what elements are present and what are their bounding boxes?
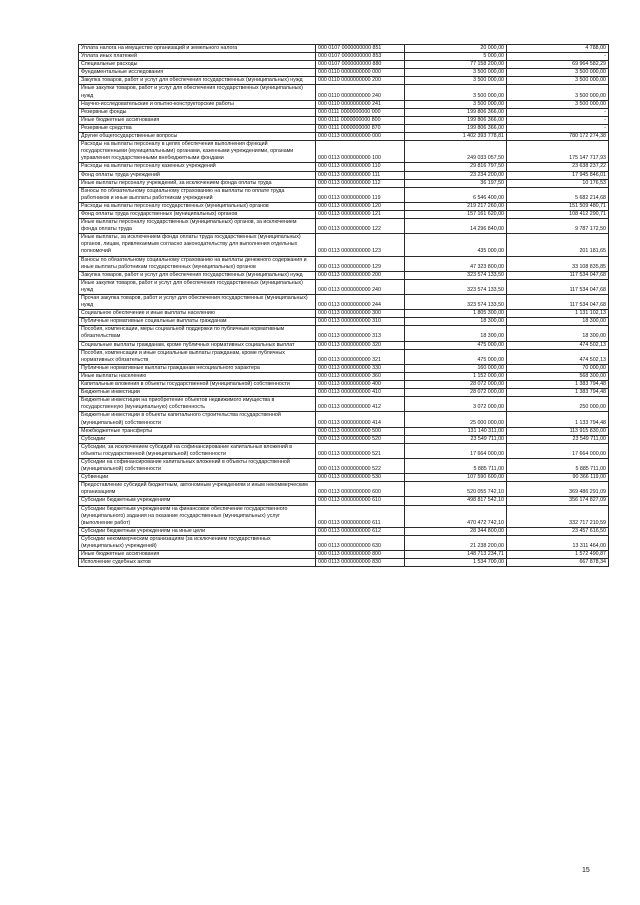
row-code-cell: 000 0113 0000000000 121 bbox=[316, 210, 405, 218]
row-code-cell: 000 0113 0000000000 310 bbox=[316, 318, 405, 326]
row-plan-cell: 107 590 600,00 bbox=[405, 474, 507, 482]
row-fact-cell: - bbox=[507, 108, 609, 116]
table-row bbox=[79, 85, 609, 100]
row-name-cell: Расходы на выплаты персоналу в целях обеспечения выполнения функций государственными (муниципальными) органами, казенными учреждениями, органами управления государственными внебюджетными фондами bbox=[79, 141, 316, 163]
row-code-cell: 000 0111 0000000000 800 bbox=[316, 116, 405, 124]
row-plan-cell: 18 300,00 bbox=[405, 318, 507, 326]
row-plan-cell: 160 000,00 bbox=[405, 364, 507, 372]
row-fact-cell: 90 366 119,00 bbox=[507, 474, 609, 482]
row-name-cell: Иные выплаты персоналу учреждений, за исключением фонда оплаты труда bbox=[79, 179, 316, 187]
table-row bbox=[79, 256, 609, 271]
row-code-cell: 000 0113 0000000000 500 bbox=[316, 427, 405, 435]
row-name-cell: Фонд оплаты труда государственных (муниципальных) органов bbox=[79, 210, 316, 218]
row-fact-cell: 69 964 582,29 bbox=[507, 61, 609, 69]
table-row bbox=[79, 69, 609, 77]
row-code-cell: 000 0107 0000000000 880 bbox=[316, 61, 405, 69]
row-fact-cell: 356 174 827,09 bbox=[507, 497, 609, 505]
table-row bbox=[79, 100, 609, 108]
table-row bbox=[79, 77, 609, 85]
table-row bbox=[79, 427, 609, 435]
budget-expenditure-table bbox=[78, 44, 609, 567]
table-row bbox=[79, 443, 609, 458]
row-fact-cell: 3 500 000,00 bbox=[507, 77, 609, 85]
row-plan-cell: 3 500 000,00 bbox=[405, 69, 507, 77]
row-plan-cell: 199 806 366,00 bbox=[405, 124, 507, 132]
row-name-cell: Предоставление субсидий бюджетным, автономным учреждениям и иным некоммерческим организациям bbox=[79, 482, 316, 497]
table-row bbox=[79, 505, 609, 527]
row-plan-cell: 323 574 133,50 bbox=[405, 279, 507, 294]
table-row bbox=[79, 381, 609, 389]
row-name-cell: Бюджетные инвестиции bbox=[79, 389, 316, 397]
row-fact-cell: 108 412 290,71 bbox=[507, 210, 609, 218]
row-plan-cell: 21 238 200,00 bbox=[405, 535, 507, 550]
row-name-cell: Субсидии бюджетным учреждениям bbox=[79, 497, 316, 505]
row-name-cell: Уплата налога на имущество организаций и земельного налога bbox=[79, 45, 316, 53]
row-plan-cell: 498 817 542,10 bbox=[405, 497, 507, 505]
table-row bbox=[79, 551, 609, 559]
row-plan-cell: 249 033 057,50 bbox=[405, 141, 507, 163]
row-plan-cell: 475 000,00 bbox=[405, 349, 507, 364]
row-name-cell: Уплата иных платежей bbox=[79, 53, 316, 61]
row-code-cell: 000 0113 0000000000 800 bbox=[316, 551, 405, 559]
row-code-cell: 000 0113 0000000000 112 bbox=[316, 179, 405, 187]
row-code-cell: 000 0113 0000000000 111 bbox=[316, 171, 405, 179]
table-row bbox=[79, 326, 609, 341]
row-plan-cell: 28 072 000,00 bbox=[405, 389, 507, 397]
row-plan-cell: 28 344 800,00 bbox=[405, 527, 507, 535]
table-row bbox=[79, 53, 609, 61]
row-fact-cell: - bbox=[507, 53, 609, 61]
row-code-cell: 000 0113 0000000000 610 bbox=[316, 497, 405, 505]
row-name-cell: Прочая закупка товаров, работ и услуг для обеспечения государственных (муниципальных) нужд bbox=[79, 295, 316, 310]
row-fact-cell: 3 500 000,00 bbox=[507, 69, 609, 77]
row-code-cell: 000 0113 0000000000 320 bbox=[316, 341, 405, 349]
row-plan-cell: 47 323 800,00 bbox=[405, 256, 507, 271]
row-plan-cell: 20 000,00 bbox=[405, 45, 507, 53]
row-plan-cell: 148 713 234,71 bbox=[405, 551, 507, 559]
row-code-cell: 000 0113 0000000000 240 bbox=[316, 279, 405, 294]
row-name-cell: Бюджетные инвестиции на приобретение объектов недвижимого имущества в государственную (муниципальную) собственность bbox=[79, 397, 316, 412]
table-row bbox=[79, 108, 609, 116]
row-code-cell: 000 0113 0000000000 313 bbox=[316, 326, 405, 341]
row-plan-cell: 77 158 200,00 bbox=[405, 61, 507, 69]
row-name-cell: Бюджетные инвестиции в объекты капитального строительства государственной (муниципальной) собственности bbox=[79, 412, 316, 427]
row-code-cell: 000 0113 0000000000 120 bbox=[316, 202, 405, 210]
row-name-cell: Специальные расходы bbox=[79, 61, 316, 69]
row-code-cell: 000 0111 0000000000 870 bbox=[316, 124, 405, 132]
row-name-cell: Пособия, компенсации, меры социальной поддержки по публичным нормативным обязательствам bbox=[79, 326, 316, 341]
row-fact-cell: 250 000,00 bbox=[507, 397, 609, 412]
row-plan-cell: 3 500 000,00 bbox=[405, 85, 507, 100]
row-code-cell: 000 0113 0000000000 400 bbox=[316, 381, 405, 389]
row-name-cell: Закупка товаров, работ и услуг для обеспечения государственных (муниципальных) нужд bbox=[79, 77, 316, 85]
row-code-cell: 000 0113 0000000000 600 bbox=[316, 482, 405, 497]
row-plan-cell: 3 072 000,00 bbox=[405, 397, 507, 412]
row-fact-cell: 1 383 794,48 bbox=[507, 381, 609, 389]
row-fact-cell: 151 509 480,71 bbox=[507, 202, 609, 210]
table-row bbox=[79, 341, 609, 349]
row-plan-cell: 1 534 700,00 bbox=[405, 559, 507, 567]
row-fact-cell: 474 502,13 bbox=[507, 341, 609, 349]
row-code-cell: 000 0113 0000000000 244 bbox=[316, 295, 405, 310]
row-plan-cell: 5 885 711,00 bbox=[405, 458, 507, 473]
row-code-cell: 000 0113 0000000000 300 bbox=[316, 310, 405, 318]
row-fact-cell: 369 486 291,09 bbox=[507, 482, 609, 497]
row-plan-cell: 17 664 000,00 bbox=[405, 443, 507, 458]
row-fact-cell: 9 787 172,50 bbox=[507, 219, 609, 234]
row-fact-cell: 23 638 237,22 bbox=[507, 163, 609, 171]
row-code-cell: 000 0113 0000000000 129 bbox=[316, 256, 405, 271]
table-row bbox=[79, 318, 609, 326]
row-fact-cell: 1 383 794,48 bbox=[507, 389, 609, 397]
row-code-cell: 000 0113 0000000000 200 bbox=[316, 271, 405, 279]
row-plan-cell: 219 217 260,00 bbox=[405, 202, 507, 210]
table-row bbox=[79, 141, 609, 163]
row-fact-cell: 1 133 794,48 bbox=[507, 412, 609, 427]
table-row bbox=[79, 133, 609, 141]
row-code-cell: 000 0111 0000000000 000 bbox=[316, 108, 405, 116]
row-name-cell: Иные закупки товаров, работ и услуг для обеспечения государственных (муниципальных) нужд bbox=[79, 279, 316, 294]
row-plan-cell: 199 806 366,00 bbox=[405, 116, 507, 124]
table-row bbox=[79, 279, 609, 294]
row-code-cell: 000 0107 0000000000 851 bbox=[316, 45, 405, 53]
row-fact-cell: 5 885 711,00 bbox=[507, 458, 609, 473]
row-plan-cell: 18 300,00 bbox=[405, 326, 507, 341]
row-fact-cell: 18 300,00 bbox=[507, 318, 609, 326]
row-plan-cell: 1 402 393 778,81 bbox=[405, 133, 507, 141]
row-fact-cell: 568 300,00 bbox=[507, 372, 609, 380]
row-plan-cell: 23 549 711,00 bbox=[405, 435, 507, 443]
row-fact-cell: 201 181,65 bbox=[507, 234, 609, 256]
table-row bbox=[79, 435, 609, 443]
row-name-cell: Другие общегосударственные вопросы bbox=[79, 133, 316, 141]
row-code-cell: 000 0113 0000000000 630 bbox=[316, 535, 405, 550]
table-row bbox=[79, 389, 609, 397]
table-row bbox=[79, 61, 609, 69]
row-code-cell: 000 0113 0000000000 520 bbox=[316, 435, 405, 443]
row-fact-cell: 332 717 210,59 bbox=[507, 505, 609, 527]
table-body bbox=[79, 45, 609, 567]
row-code-cell: 000 0113 0000000000 521 bbox=[316, 443, 405, 458]
row-code-cell: 000 0110 0000000000 000 bbox=[316, 69, 405, 77]
row-fact-cell: 667 878,34 bbox=[507, 559, 609, 567]
row-name-cell: Фонд оплаты труда учреждений bbox=[79, 171, 316, 179]
row-plan-cell: 520 055 742,10 bbox=[405, 482, 507, 497]
row-fact-cell: 33 108 835,85 bbox=[507, 256, 609, 271]
row-fact-cell: 117 534 047,68 bbox=[507, 279, 609, 294]
row-fact-cell: 175 147 717,93 bbox=[507, 141, 609, 163]
row-name-cell: Резервные фонды bbox=[79, 108, 316, 116]
row-fact-cell: 117 534 047,68 bbox=[507, 271, 609, 279]
table-row bbox=[79, 295, 609, 310]
row-fact-cell: 17 945 846,01 bbox=[507, 171, 609, 179]
table-row bbox=[79, 163, 609, 171]
table-row bbox=[79, 310, 609, 318]
row-name-cell: Исполнение судебных актов bbox=[79, 559, 316, 567]
row-plan-cell: 323 574 133,50 bbox=[405, 295, 507, 310]
table-row bbox=[79, 372, 609, 380]
table-row bbox=[79, 234, 609, 256]
row-fact-cell: - bbox=[507, 116, 609, 124]
row-fact-cell: 70 000,00 bbox=[507, 364, 609, 372]
row-plan-cell: 131 140 311,00 bbox=[405, 427, 507, 435]
row-plan-cell: 14 296 840,00 bbox=[405, 219, 507, 234]
table-row bbox=[79, 349, 609, 364]
row-name-cell: Субсидии на софинансирование капитальных вложений в объекты государственной (муниципальной) собственности bbox=[79, 458, 316, 473]
row-fact-cell: 4 788,00 bbox=[507, 45, 609, 53]
table-row bbox=[79, 474, 609, 482]
row-name-cell: Взносы по обязательному социальному страхованию на выплаты денежного содержания и иные выплаты работникам государственных (муниципальных) органов bbox=[79, 256, 316, 271]
row-fact-cell: 474 502,13 bbox=[507, 349, 609, 364]
row-plan-cell: 36 197,50 bbox=[405, 179, 507, 187]
row-code-cell: 000 0113 0000000000 412 bbox=[316, 397, 405, 412]
row-name-cell: Субсидии бюджетным учреждениям на финансовое обеспечение государственного (муниципального) задания на оказание государственных (муниципальных) услуг (выполнение работ) bbox=[79, 505, 316, 527]
row-plan-cell: 323 574 133,50 bbox=[405, 271, 507, 279]
row-plan-cell: 25 000 000,00 bbox=[405, 412, 507, 427]
row-code-cell: 000 0113 0000000000 522 bbox=[316, 458, 405, 473]
table-row bbox=[79, 210, 609, 218]
row-name-cell: Фундаментальные исследования bbox=[79, 69, 316, 77]
row-code-cell: 000 0113 0000000000 360 bbox=[316, 372, 405, 380]
row-fact-cell: 3 500 000,00 bbox=[507, 85, 609, 100]
row-name-cell: Иные выплаты персоналу государственных (муниципальных) органов, за исключением фонда оплаты труда bbox=[79, 219, 316, 234]
table-row bbox=[79, 527, 609, 535]
row-name-cell: Публичные нормативные выплаты гражданам несоциального характера bbox=[79, 364, 316, 372]
row-code-cell: 000 0110 0000000000 240 bbox=[316, 85, 405, 100]
row-name-cell: Субсидии bbox=[79, 435, 316, 443]
row-fact-cell: 1 572 490,87 bbox=[507, 551, 609, 559]
row-fact-cell: 10 176,53 bbox=[507, 179, 609, 187]
table-row bbox=[79, 458, 609, 473]
table-row bbox=[79, 124, 609, 132]
table-row bbox=[79, 482, 609, 497]
row-fact-cell: 1 131 102,13 bbox=[507, 310, 609, 318]
row-name-cell: Социальные выплаты гражданам, кроме публичных нормативных социальных выплат bbox=[79, 341, 316, 349]
row-code-cell: 000 0113 0000000000 122 bbox=[316, 219, 405, 234]
row-fact-cell: 780 172 274,38 bbox=[507, 133, 609, 141]
table-row bbox=[79, 116, 609, 124]
row-code-cell: 000 0110 0000000000 241 bbox=[316, 100, 405, 108]
row-fact-cell: 13 311 464,00 bbox=[507, 535, 609, 550]
table-row bbox=[79, 219, 609, 234]
row-name-cell: Субсидии, за исключением субсидий на софинансирование капитальных вложений в объекты государственной (муниципальной) собственности bbox=[79, 443, 316, 458]
row-fact-cell: 3 500 000,00 bbox=[507, 100, 609, 108]
row-code-cell: 000 0113 0000000000 100 bbox=[316, 141, 405, 163]
row-plan-cell: 6 546 400,00 bbox=[405, 187, 507, 202]
row-name-cell: Иные выплаты, за исключением фонда оплаты труда государственных (муниципальных) органов, лицам, привлекаемым согласно законодательству для выполнения отдельных полномочий bbox=[79, 234, 316, 256]
row-name-cell: Резервные средства bbox=[79, 124, 316, 132]
row-plan-cell: 157 161 620,00 bbox=[405, 210, 507, 218]
row-name-cell: Пособия, компенсации и иные социальные выплаты гражданам, кроме публичных нормативных обязательств bbox=[79, 349, 316, 364]
row-plan-cell: 23 234 200,00 bbox=[405, 171, 507, 179]
page-number: 15 bbox=[582, 867, 590, 874]
row-name-cell: Публичные нормативные социальные выплаты гражданам bbox=[79, 318, 316, 326]
row-plan-cell: 28 072 000,00 bbox=[405, 381, 507, 389]
row-plan-cell: 1 152 000,00 bbox=[405, 372, 507, 380]
row-code-cell: 000 0107 0000000000 853 bbox=[316, 53, 405, 61]
row-fact-cell: 23 457 616,50 bbox=[507, 527, 609, 535]
row-code-cell: 000 0113 0000000000 410 bbox=[316, 389, 405, 397]
table-row bbox=[79, 412, 609, 427]
row-name-cell: Расходы на выплаты персоналу государственных (муниципальных) органов bbox=[79, 202, 316, 210]
row-name-cell: Иные бюджетные ассигнования bbox=[79, 551, 316, 559]
table-row bbox=[79, 179, 609, 187]
row-code-cell: 000 0113 0000000000 123 bbox=[316, 234, 405, 256]
row-plan-cell: 475 000,00 bbox=[405, 341, 507, 349]
row-plan-cell: 1 805 300,00 bbox=[405, 310, 507, 318]
row-plan-cell: 29 816 797,50 bbox=[405, 163, 507, 171]
row-name-cell: Закупка товаров, работ и услуг для обеспечения государственных (муниципальных) нужд bbox=[79, 271, 316, 279]
table-row bbox=[79, 497, 609, 505]
table-row bbox=[79, 171, 609, 179]
table-row bbox=[79, 535, 609, 550]
row-fact-cell: 5 682 214,68 bbox=[507, 187, 609, 202]
row-name-cell: Расходы на выплаты персоналу казенных учреждений bbox=[79, 163, 316, 171]
row-fact-cell: - bbox=[507, 124, 609, 132]
row-code-cell: 000 0113 0000000000 119 bbox=[316, 187, 405, 202]
row-plan-cell: 470 472 742,10 bbox=[405, 505, 507, 527]
row-name-cell: Капитальные вложения в объекты государственной (муниципальной) собственности bbox=[79, 381, 316, 389]
row-code-cell: 000 0113 0000000000 414 bbox=[316, 412, 405, 427]
row-plan-cell: 5 000,00 bbox=[405, 53, 507, 61]
row-name-cell: Взносы по обязательному социальному страхованию на выплаты по оплате труда работников и иные выплаты работникам учреждений bbox=[79, 187, 316, 202]
row-fact-cell: 23 549 711,00 bbox=[507, 435, 609, 443]
row-name-cell: Социальное обеспечение и иные выплаты населению bbox=[79, 310, 316, 318]
row-plan-cell: 435 000,00 bbox=[405, 234, 507, 256]
row-name-cell: Иные бюджетные ассигнования bbox=[79, 116, 316, 124]
row-code-cell: 000 0113 0000000000 530 bbox=[316, 474, 405, 482]
table-row bbox=[79, 397, 609, 412]
row-code-cell: 000 0113 0000000000 000 bbox=[316, 133, 405, 141]
row-code-cell: 000 0113 0000000000 321 bbox=[316, 349, 405, 364]
row-plan-cell: 3 500 000,00 bbox=[405, 100, 507, 108]
row-code-cell: 000 0113 0000000000 110 bbox=[316, 163, 405, 171]
row-name-cell: Иные закупки товаров, работ и услуг для обеспечения государственных (муниципальных) нужд bbox=[79, 85, 316, 100]
row-name-cell: Субсидии некоммерческим организациям (за исключением государственных (муниципальных) учреждений) bbox=[79, 535, 316, 550]
row-name-cell: Субсидии бюджетным учреждениям на иные цели bbox=[79, 527, 316, 535]
table-row bbox=[79, 271, 609, 279]
row-name-cell: Субвенции bbox=[79, 474, 316, 482]
row-code-cell: 000 0113 0000000000 830 bbox=[316, 559, 405, 567]
row-fact-cell: 17 664 000,00 bbox=[507, 443, 609, 458]
table-row bbox=[79, 364, 609, 372]
row-fact-cell: 18 300,00 bbox=[507, 326, 609, 341]
table-row bbox=[79, 559, 609, 567]
row-plan-cell: 199 806 366,00 bbox=[405, 108, 507, 116]
row-fact-cell: 117 534 047,68 bbox=[507, 295, 609, 310]
row-plan-cell: 3 500 000,00 bbox=[405, 77, 507, 85]
row-code-cell: 000 0113 0000000000 611 bbox=[316, 505, 405, 527]
row-code-cell: 000 0113 0000000000 612 bbox=[316, 527, 405, 535]
row-fact-cell: 113 915 830,00 bbox=[507, 427, 609, 435]
row-name-cell: Межбюджетные трансферты bbox=[79, 427, 316, 435]
table-row bbox=[79, 202, 609, 210]
row-name-cell: Научно-исследовательские и опытно-конструкторские работы bbox=[79, 100, 316, 108]
table-row bbox=[79, 187, 609, 202]
row-code-cell: 000 0113 0000000000 330 bbox=[316, 364, 405, 372]
row-name-cell: Иные выплаты населению bbox=[79, 372, 316, 380]
table-row bbox=[79, 45, 609, 53]
row-code-cell: 000 0110 0000000000 200 bbox=[316, 77, 405, 85]
